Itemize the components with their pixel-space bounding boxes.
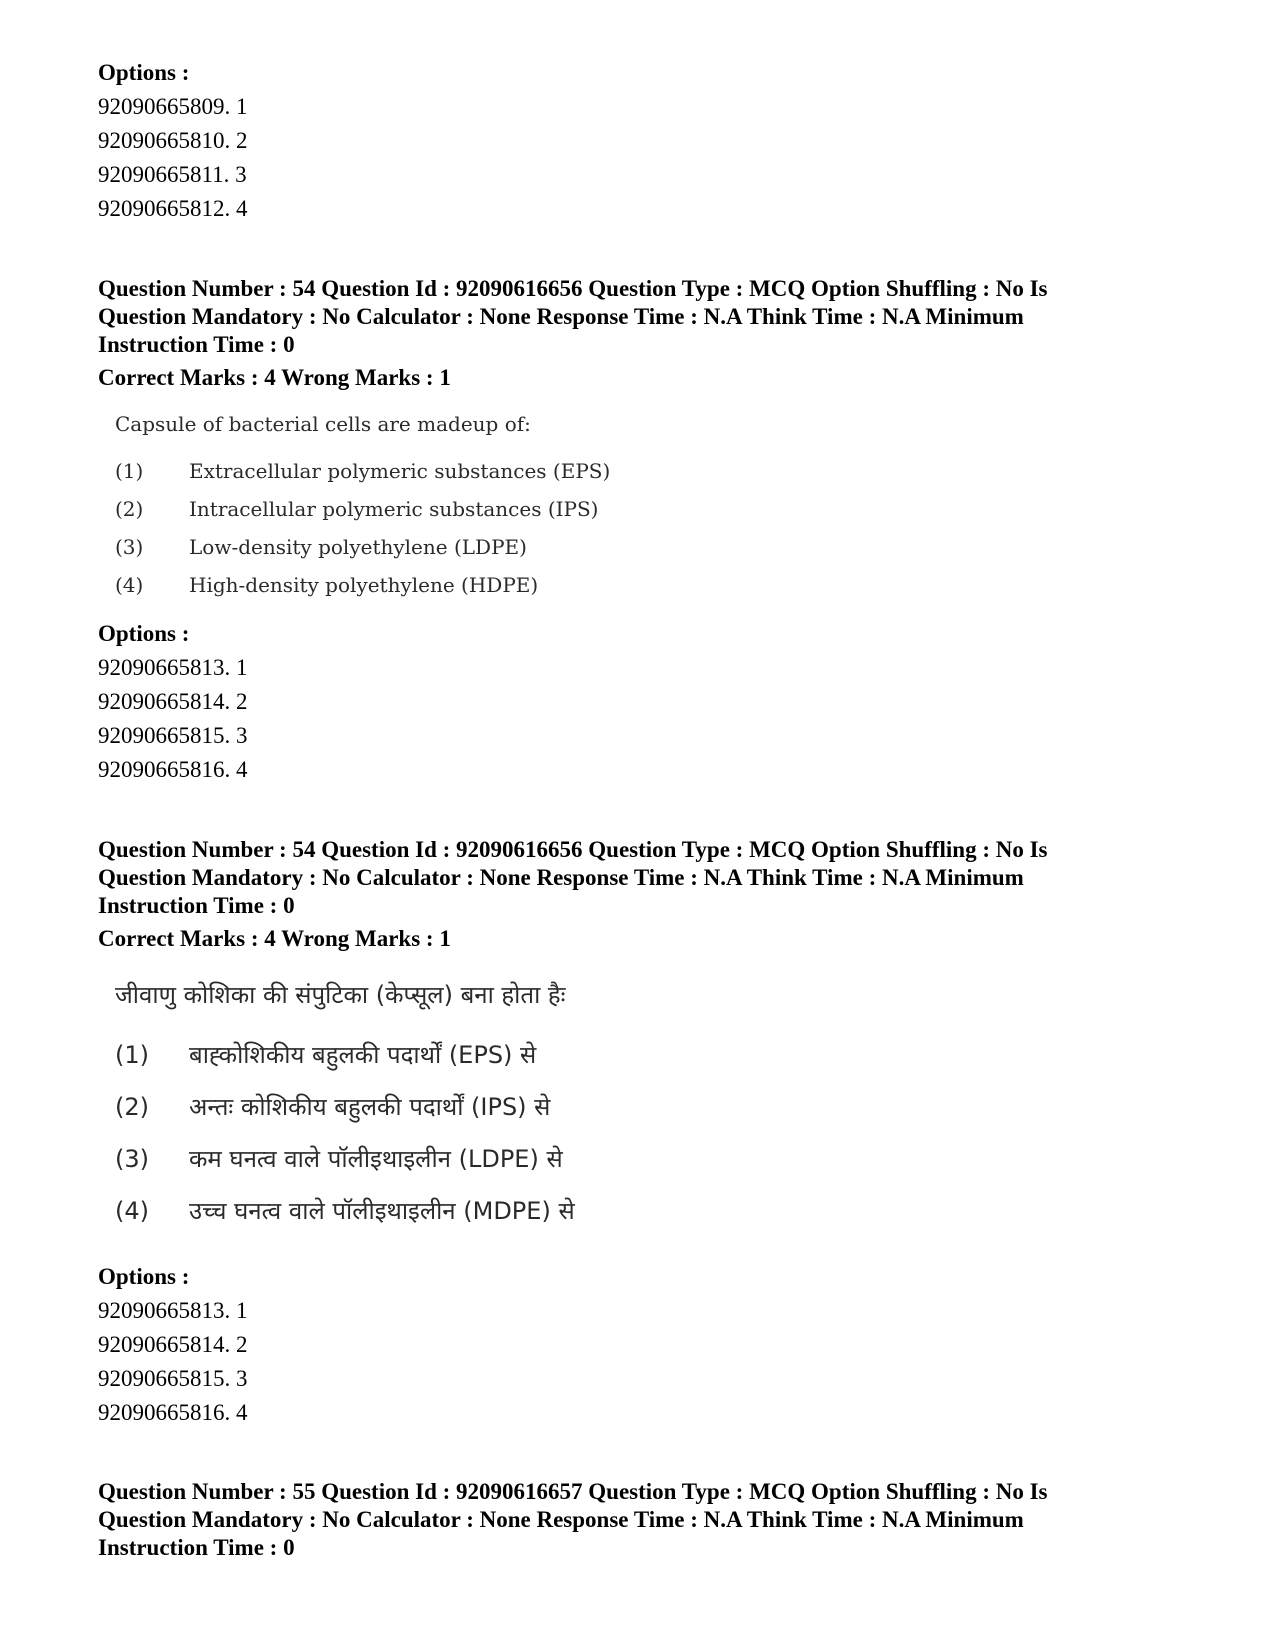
answer-choice-number: (3) [115,535,144,559]
question-meta-line: Question Mandatory : No Calculator : None Response Time : N.A Think Time : N.A Minimum [98,304,1024,329]
option-item: 92090665815. 3 [98,1366,248,1391]
question-stem: Capsule of bacterial cells are madeup of: [115,412,531,436]
answer-choice [115,532,531,570]
question-stem: जीवाणु कोशिका की संपुटिका (केप्सूल) बना होता हैः [115,981,566,1009]
answer-choice-number: (3) [115,1145,149,1173]
options-block-q53 [98,56,248,226]
options-label: Options : [98,621,190,646]
answer-choice [115,494,599,532]
answer-choice-text: Intracellular polymeric substances (IPS) [189,497,599,521]
answer-choice [115,456,611,494]
answer-choice-text: Extracellular polymeric substances (EPS) [189,459,611,483]
question-meta-line: Question Number : 54 Question Id : 92090616656 Question Type : MCQ Option Shuffling : No Is [98,276,1048,301]
question-header-q54-hi [98,836,1048,954]
answer-choice [115,1038,566,1090]
options-label: Options : [98,1264,190,1289]
answer-choice-text: Low-density polyethylene (LDPE) [189,535,527,559]
options-block-q54-hi [98,1260,248,1430]
question-header-q55 [98,1478,1048,1562]
answer-choice-number: (1) [115,459,144,483]
question-meta-line: Question Mandatory : No Calculator : None Response Time : N.A Think Time : N.A Minimum [98,865,1024,890]
answer-choice [115,1090,566,1142]
answer-choice-text: बाह्कोशिकीय बहुलकी पदार्थों (EPS) से [189,1041,537,1069]
option-item: 92090665814. 2 [98,1332,248,1357]
question-image-hi [115,978,575,1246]
option-item: 92090665810. 2 [98,128,248,153]
answer-choice-number: (2) [115,1093,149,1121]
option-item: 92090665815. 3 [98,723,248,748]
answer-choice [115,1142,566,1194]
answer-choice [115,570,539,608]
answer-choice-number: (1) [115,1041,149,1069]
question-image-en [115,409,611,608]
option-item: 92090665816. 4 [98,1400,248,1425]
question-marks: Correct Marks : 4 Wrong Marks : 1 [98,926,451,951]
question-meta-line: Instruction Time : 0 [98,893,295,918]
answer-choice-text: अन्तः कोशिकीय बहुलकी पदार्थों (IPS) से [189,1093,551,1121]
option-item: 92090665813. 1 [98,655,248,680]
question-meta-line: Question Number : 54 Question Id : 92090616656 Question Type : MCQ Option Shuffling : No Is [98,837,1048,862]
options-label: Options : [98,60,190,85]
option-item: 92090665812. 4 [98,196,248,221]
question-meta-line: Question Mandatory : No Calculator : None Response Time : N.A Think Time : N.A Minimum [98,1507,1024,1532]
answer-choice-number: (4) [115,1197,149,1225]
options-block-q54-en [98,617,248,787]
question-meta-line: Instruction Time : 0 [98,332,295,357]
option-item: 92090665816. 4 [98,757,248,782]
question-meta-line: Instruction Time : 0 [98,1535,295,1560]
option-item: 92090665809. 1 [98,94,248,119]
answer-choice-text: कम घनत्व वाले पॉलीइथाइलीन (LDPE) से [189,1145,563,1173]
answer-choice-text: High-density polyethylene (HDPE) [189,573,539,597]
answer-choice-number: (2) [115,497,144,521]
option-item: 92090665813. 1 [98,1298,248,1323]
answer-choice [115,1194,575,1246]
option-item: 92090665814. 2 [98,689,248,714]
option-item: 92090665811. 3 [98,162,247,187]
answer-choice-text: उच्च घनत्व वाले पॉलीइथाइलीन (MDPE) से [189,1197,575,1225]
question-marks: Correct Marks : 4 Wrong Marks : 1 [98,365,451,390]
question-meta-line: Question Number : 55 Question Id : 92090616657 Question Type : MCQ Option Shuffling : No Is [98,1479,1048,1504]
answer-choice-number: (4) [115,573,144,597]
question-header-q54-en [98,275,1048,393]
